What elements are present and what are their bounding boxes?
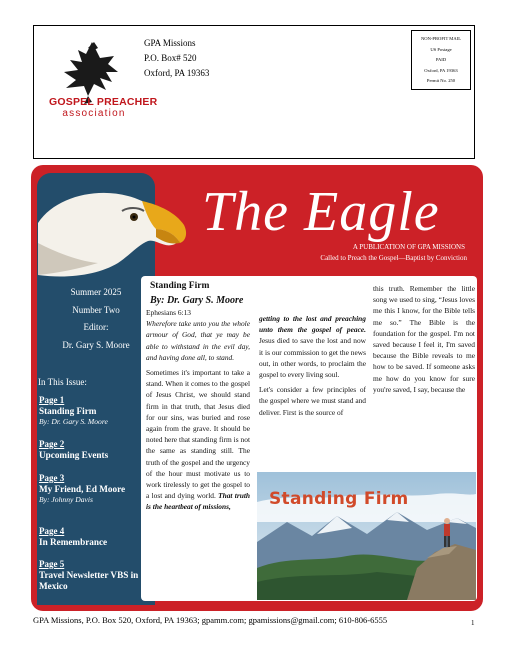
editor-name: Dr. Gary S. Moore [62,339,130,350]
article-author: By: Dr. Gary S. Moore [150,295,244,306]
toc-byline: By: Dr. Gary S. Moore [39,417,108,426]
photo-caption-title: Standing Firm [269,489,409,509]
org-name: GPA Missions [144,38,196,48]
postage-line: US Postage [430,46,452,52]
issue-season: Summer 2025 [70,287,122,297]
postage-indicia [411,30,471,90]
bald-eagle-head-icon [38,183,188,283]
toc-page: Page 4 [39,526,65,536]
logo-subtext: association [62,108,126,119]
issue-info [37,284,155,354]
emphasis-text: That truth is the heartbeat of missions, [146,491,250,512]
toc-heading: In This Issue: [38,377,87,387]
paragraph-text: Sometimes it's important to take a stand. When it comes to the gospel of Jesus Christ, we should stand firm in that truth, that Jesus died for our sins, was buried and rose again from the grave. It should be noted here that standing firm is not the same as standing still. The truth of the gospel and the urgency of the hour must motivate us to work tirelessly to get the gospel to a lost and dying world. [146,368,250,501]
scripture-quote: Wherefore take unto you the whole armour of God, that ye may be able to withstand in the evil day, and having done all, to stand. [146,319,250,362]
scripture-reference: Ephesians 6:13 [146,308,191,317]
issue-number: Number Two [72,304,120,315]
mailing-header [33,25,475,159]
article-title: Standing Firm [150,281,210,291]
editor-label: Editor: [83,322,109,332]
masthead-subtitle: A PUBLICATION OF GPA MISSIONS [352,243,465,251]
toc-title: In Remembrance [39,537,108,547]
postage-line: Oxford, PA 19363 [424,67,458,73]
toc-page: Page 1 [39,395,65,405]
article-column-2 [259,313,366,422]
article-paragraph: this truth. Remember the little song we used to sing, “Jesus loves me this I know, for the Bible tells me so.” The Bible is the foundation for the gospel. I'm not saved because I feel it, I'm saved because the Bible reveals to me how to be saved. If someone asks me how do you know for sure you're saved, I say, because the [373,284,475,394]
toc-title: Travel Newsletter VBS in Mexico [39,570,139,591]
eagle-logo-icon [48,38,130,140]
return-address [144,36,209,81]
toc-byline: By: Johnny Davis [39,495,93,504]
article-paragraph [259,313,366,380]
article-paragraph [146,367,250,513]
toc-page: Page 5 [39,559,65,569]
toc-item[interactable] [39,526,107,548]
article-paragraph: Let's consider a few principles of the gospel where we must stand and deliver. First is the source of [259,385,366,417]
toc-title: Standing Firm [39,406,97,416]
city-line: Oxford, PA 19363 [144,68,210,78]
toc-item[interactable] [39,395,108,427]
masthead-title: The Eagle [202,181,440,243]
postage-line: Permit No. 250 [426,78,456,83]
masthead-tagline: Called to Preach the Gospel—Baptist by Conviction [320,254,467,262]
footer-contact: GPA Missions, P.O. Box 520, Oxford, PA 19363; gpamm.com; gpamissions@gmail.com; 610-806-6555 [33,615,388,625]
postage-line: PAID [435,57,447,62]
po-box: P.O. Box# 520 [144,53,197,63]
page-number: 1 [471,619,475,627]
article-column-3 [373,283,475,399]
paragraph-text: Jesus died to save the lost and now it is our commission to get the news out, in other words, to proclaim the gospel to every living soul. [259,336,366,380]
toc-item[interactable] [39,439,108,461]
toc-page: Page 3 [39,473,65,483]
logo-wordmark: GOSPEL PREACHER [49,96,158,108]
toc-page: Page 2 [39,439,65,449]
toc-title: My Friend, Ed Moore [39,484,126,494]
emphasis-text: getting to the lost and preaching unto them the gospel of peace. [259,314,366,335]
toc-item[interactable] [39,473,139,505]
postage-line: NON-PROFIT MAIL [420,36,462,41]
toc-title: Upcoming Events [39,450,109,460]
toc-item[interactable] [39,559,139,592]
article-column-1 [146,307,250,517]
